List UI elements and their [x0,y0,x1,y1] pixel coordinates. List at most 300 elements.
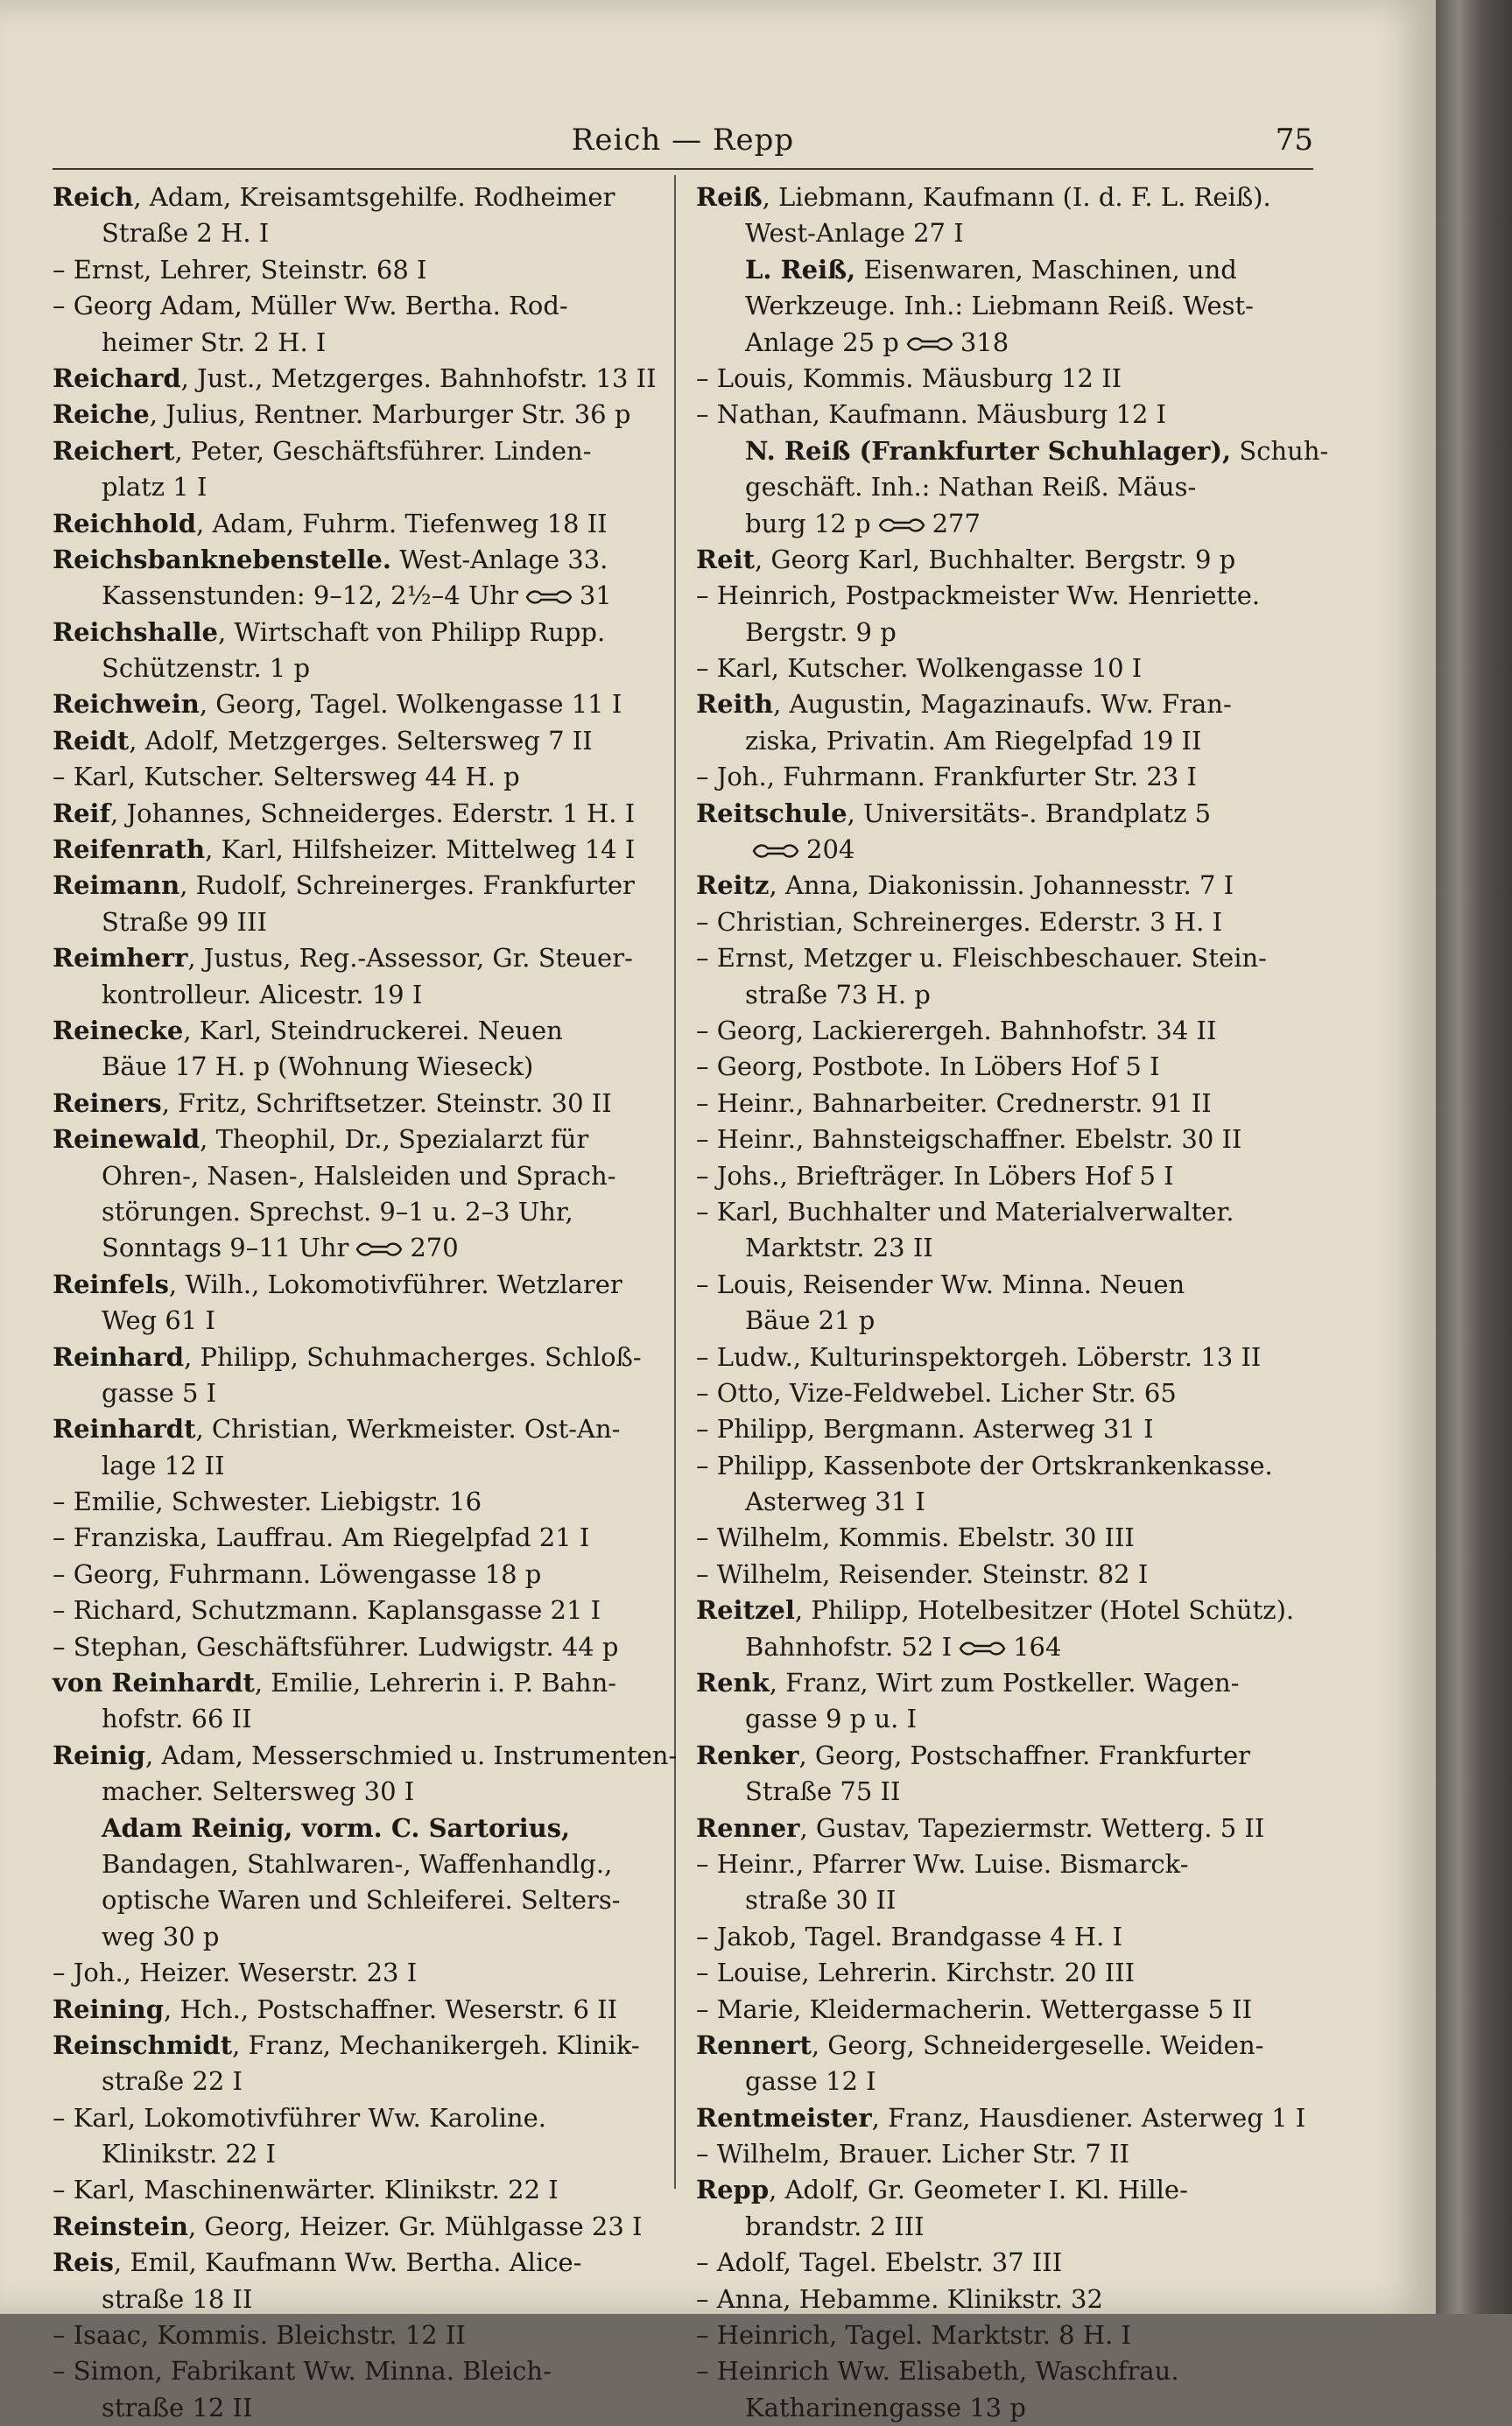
directory-line [53,397,658,432]
directory-line [53,1484,658,1520]
entry-text: – Joh., Fuhrmann. Frankfurter Str. 23 I [696,762,1197,792]
entry-text: – Jakob, Tagel. Brandgasse 4 H. I [696,1921,1123,1951]
directory-line [696,2100,1318,2136]
directory-line [53,686,658,722]
entry-text: – Joh., Heizer. Weserstr. 23 I [53,1958,418,1988]
entry-name: Reimann [53,870,180,901]
directory-line [696,1520,1318,1556]
entry-name: Reiß [696,182,763,212]
entry-text: , Adam, Messerschmied u. Instrumenten- [144,1740,678,1770]
entry-text: , Philipp, Hotelbesitzer (Hotel Schütz). [794,1595,1295,1626]
entry-text: , Wirtschaft von Philipp Rupp. [218,616,606,647]
entry-text: Kassenstunden: 9–12, 2½–4 Uhr [102,580,518,611]
telephone-icon [750,843,801,859]
directory-line [696,1049,1318,1085]
entry-text: , Just., Metzgerges. Bahnhofstr. 13 II [180,362,657,393]
entry-text: – Wilhelm, Brauer. Licher Str. 7 II [696,2139,1129,2169]
directory-line [696,2172,1318,2208]
directory-line [53,1701,658,1737]
entry-name: Reitzel [696,1595,795,1626]
directory-line [53,904,658,940]
entry-text: , Liebmann, Kaufmann (I. d. F. L. Reiß). [762,182,1271,212]
right-column [696,179,1329,2426]
directory-line [696,215,1318,251]
phone-number: 31 [579,580,612,611]
telephone-icon [957,1641,1008,1656]
telephone-icon [876,517,927,533]
entry-text: gasse 9 p u. I [745,1704,918,1734]
entry-text: störungen. Sprechst. 9–1 u. 2–3 Uhr, [102,1196,573,1227]
entry-text: , Georg Karl, Buchhalter. Bergstr. 9 p [754,544,1236,574]
entry-text: gasse 12 I [745,2066,876,2097]
directory-line [696,325,1318,361]
entry-text: – Philipp, Bergmann. Asterweg 31 I [696,1414,1154,1445]
entry-text: – Ernst, Lehrer, Steinstr. 68 I [53,254,427,285]
entry-text: , Adam, Fuhrm. Tiefenweg 18 II [196,508,608,538]
directory-line [53,542,658,578]
entry-name: Renner [696,1812,800,1843]
entry-text: , Christian, Werkmeister. Ost-An- [195,1414,621,1445]
entry-text: , Franz, Wirt zum Postkeller. Wagen- [769,1668,1240,1698]
entry-text: – Louise, Lehrerin. Kirchstr. 20 III [696,1958,1136,1988]
entry-name: Reinschmidt [53,2029,233,2060]
entry-text: Straße 2 H. I [102,218,270,249]
entry-text: , Franz, Mechanikergeh. Klinik- [232,2029,640,2060]
entry-text: Straße 75 II [745,1776,901,1807]
directory-line [53,1520,658,1556]
directory-line [696,2353,1318,2389]
directory-line [696,1375,1318,1411]
entry-text: , Universitäts-. Brandplatz 5 [847,798,1212,828]
directory-line [696,1738,1318,1774]
entry-name: Rennert [696,2029,812,2060]
entry-text: – Georg, Fuhrmann. Löwengasse 18 p [53,1558,542,1589]
directory-line [696,615,1318,650]
entry-text: straße 22 I [102,2066,243,2097]
directory-line [696,904,1318,940]
entry-name: Reit [696,544,755,574]
column-divider [674,175,676,2189]
directory-line [53,2353,658,2389]
entry-text: , Peter, Geschäftsführer. Linden- [174,435,592,466]
directory-line [53,2136,658,2172]
directory-line [53,2028,658,2064]
directory-line [696,2317,1318,2353]
directory-line [53,1303,658,1339]
directory-line [696,2064,1318,2099]
directory-line [53,252,658,288]
directory-line [696,977,1318,1013]
directory-line [696,723,1318,759]
directory-line [696,868,1318,904]
directory-line [53,1557,658,1593]
entry-text: Bahnhofstr. 52 I [745,1631,953,1662]
directory-line [696,1919,1318,1955]
entry-text: Sonntags 9–11 Uhr [102,1233,349,1263]
entry-text: – Karl, Buchhalter und Materialverwalter. [696,1196,1234,1227]
entry-name: L. Reiß, [745,254,856,285]
directory-line [696,1629,1318,1665]
entry-text: , Philipp, Schuhmacherges. Schloß- [184,1341,642,1372]
entry-text: – Heinr., Bahnsteigschaffner. Ebelstr. 30 II [696,1124,1242,1155]
directory-line [696,397,1318,432]
entry-text: – Philipp, Kassenbote der Ortskrankenkasse. [696,1450,1273,1480]
directory-line [53,325,658,361]
entry-text: straße 12 II [102,2392,253,2422]
directory-line [53,1340,658,1375]
directory-line [696,1340,1318,1375]
entry-name: Reichshalle [53,616,218,647]
entry-text: – Georg, Lackierergeh. Bahnhofstr. 34 II [696,1015,1217,1045]
directory-line [53,977,658,1013]
entry-text: – Emilie, Schwester. Liebigstr. 16 [53,1487,482,1517]
directory-line [696,1557,1318,1593]
directory-line [53,1955,658,1991]
entry-text: burg 12 p [745,508,871,538]
entry-text: Bäue 17 H. p (Wohnung Wieseck) [102,1051,534,1082]
telephone-icon [524,589,574,605]
phone-number: 270 [410,1233,459,1263]
directory-line [696,288,1318,324]
entry-text: Straße 99 III [102,906,267,937]
entry-text: West-Anlage 33. [390,544,608,574]
directory-line [53,1919,658,1955]
entry-text: – Georg, Postbote. In Löbers Hof 5 I [696,1051,1160,1082]
directory-line [53,1158,658,1194]
entry-text: – Ludw., Kulturinspektorgeh. Löberstr. 13 II [696,1341,1262,1372]
entry-name: Rentmeister [696,2102,872,2133]
entry-name: Reis [53,2247,114,2278]
entry-text: Schützenstr. 1 p [102,653,311,684]
entry-text: – Christian, Schreinerges. Ederstr. 3 H. I [696,906,1223,937]
entry-text: , Emilie, Lehrerin i. P. Bahn- [254,1668,617,1698]
directory-line [53,1049,658,1085]
entry-name: Renk [696,1668,770,1698]
directory-line [696,578,1318,614]
directory-line [53,1811,658,1846]
directory-line [53,796,658,832]
entry-text: – Wilhelm, Reisender. Steinstr. 82 I [696,1558,1149,1589]
phone-number: 164 [1013,1631,1062,1662]
entry-text: Bandagen, Stahlwaren-, Waffenhandlg., [102,1848,613,1879]
entry-name: Reinhard [53,1341,185,1372]
entry-name: Reinfels [53,1269,169,1299]
directory-line [53,615,658,650]
directory-line [696,2245,1318,2281]
entry-name: Reinstein [53,2211,188,2241]
directory-line [53,1882,658,1918]
entry-text: ziska, Privatin. Am Riegelpfad 19 II [745,725,1202,756]
directory-line [696,1955,1318,1991]
telephone-icon [904,336,955,352]
entry-text: Katharinengasse 13 p [745,2392,1026,2422]
directory-line [53,1013,658,1049]
directory-line [53,1086,658,1122]
directory-line [696,1484,1318,1520]
entry-name: Reichwein [53,689,200,720]
directory-line [53,2209,658,2245]
directory-line [53,723,658,759]
entry-text: – Heinr., Bahnarbeiter. Crednerstr. 91 II [696,1087,1212,1118]
entry-text: , Anna, Diakonissin. Johannesstr. 7 I [769,870,1234,901]
entry-text: straße 18 II [102,2283,253,2314]
directory-line [696,1448,1318,1484]
directory-line [53,433,658,469]
entry-text: , Georg, Heizer. Gr. Mühlgasse 23 I [187,2211,643,2241]
directory-line [696,2390,1318,2426]
directory-line [696,1701,1318,1737]
directory-line [53,1846,658,1882]
entry-text: – Marie, Kleidermacherin. Wettergasse 5 II [696,1994,1253,2024]
entry-text: West-Anlage 27 I [745,218,964,249]
entry-text: – Louis, Kommis. Mäusburg 12 II [696,362,1122,393]
directory-line [696,469,1318,505]
entry-text: – Heinr., Pfarrer Ww. Luise. Bismarck- [696,1848,1189,1879]
directory-line [53,1593,658,1628]
directory-line [696,506,1318,542]
directory-line [696,1122,1318,1157]
entry-text: , Julius, Rentner. Marburger Str. 36 p [149,399,631,430]
entry-text: brandstr. 2 III [745,2211,925,2241]
directory-line [696,1158,1318,1194]
directory-line [53,759,658,795]
entry-text: , Adam, Kreisamtsgehilfe. Rodheimer [133,182,615,212]
directory-line [53,1230,658,1266]
directory-line [696,1593,1318,1628]
directory-line [696,542,1318,578]
directory-line [53,1375,658,1411]
directory-line [696,1267,1318,1303]
directory-line [53,1448,658,1484]
entry-text: geschäft. Inh.: Nathan Reiß. Mäus- [745,472,1197,503]
entry-text: – Karl, Kutscher. Wolkengasse 10 I [696,653,1143,684]
entry-text: lage 12 II [102,1450,225,1480]
entry-text: – Stephan, Geschäftsführer. Ludwigstr. 44 p [53,1631,619,1662]
entry-text: hofstr. 66 II [102,1704,252,1734]
entry-text: gasse 5 I [102,1377,217,1408]
entry-name: Reinhardt [53,1414,196,1445]
entry-name: Reif [53,798,111,828]
entry-text: , Fritz, Schriftsetzer. Steinstr. 30 II [161,1087,612,1118]
page-header [53,123,1313,166]
directory-line [696,1846,1318,1882]
directory-line [696,686,1318,722]
directory-line [696,1194,1318,1230]
directory-line [696,759,1318,795]
entry-name: Reidt [53,725,130,756]
entry-text: – Karl, Lokomotivführer Ww. Karoline. [53,2102,546,2133]
entry-text: Bergstr. 9 p [745,616,897,647]
directory-line [53,1738,678,1774]
directory-line [696,2282,1318,2317]
entry-name: Reimherr [53,943,188,974]
directory-line [696,2028,1318,2064]
entry-text: – Georg Adam, Müller Ww. Bertha. Rod- [53,291,568,321]
entry-text: , Adolf, Metzgerges. Seltersweg 7 II [129,725,593,756]
directory-line [53,1629,658,1665]
entry-text: Bäue 21 p [745,1305,876,1336]
directory-line [696,1086,1318,1122]
entry-text: – Ernst, Metzger u. Fleischbeschauer. Stein- [696,943,1267,974]
entry-text: – Franziska, Lauffrau. Am Riegelpfad 21 I [53,1522,590,1553]
entry-text: , Franz, Hausdiener. Asterweg 1 I [871,2102,1306,2133]
entry-name: Reifenrath [53,834,206,865]
header-rule [53,168,1313,170]
entry-text: , Justus, Reg.-Assessor, Gr. Steuer- [187,943,633,974]
entry-name: Reichsbanknebenstelle. [53,544,391,574]
entry-name: N. Reiß (Frankfurter Schuhlager), [745,435,1232,466]
entry-name: Reichert [53,435,175,466]
directory-line [696,1992,1318,2028]
directory-line [696,832,1318,868]
entry-name: Renker [696,1740,799,1770]
entry-text: platz 1 I [102,472,207,503]
directory-line [53,1267,658,1303]
book-spine [1436,0,1512,2314]
entry-text: optische Waren und Schleiferei. Selters- [102,1885,621,1916]
directory-line [53,2064,658,2099]
directory-line [696,433,1329,469]
phone-number: 318 [960,327,1009,357]
entry-text: – Anna, Hebamme. Klinikstr. 32 [696,2283,1103,2314]
directory-line [696,1882,1318,1918]
entry-text: , Georg, Schneidergeselle. Weiden- [811,2029,1264,2060]
entry-name: Reinig [53,1740,145,1770]
entry-text: – Karl, Kutscher. Seltersweg 44 H. p [53,762,520,792]
directory-line [53,1411,658,1447]
entry-text: , Adolf, Gr. Geometer I. Kl. Hille- [769,2175,1188,2205]
directory-line [696,796,1318,832]
directory-line [53,1774,658,1810]
directory-line [53,288,658,324]
directory-line [696,650,1318,686]
entry-name: Reiche [53,399,150,430]
directory-line [696,940,1318,976]
directory-line [53,832,658,868]
entry-name: Reinewald [53,1124,200,1155]
directory-line [53,2317,658,2353]
directory-line [696,179,1318,215]
running-head: Reich — Repp [571,123,795,158]
directory-line [53,1992,658,2028]
entry-text: , Augustin, Magazinaufs. Ww. Fran- [773,689,1232,720]
entry-name: Reitz [696,870,770,901]
entry-text: heimer Str. 2 H. I [102,327,327,357]
entry-text: Anlage 25 p [745,327,899,357]
entry-name: Reitschule [696,798,847,828]
entry-text: Werkzeuge. Inh.: Liebmann Reiß. West- [745,291,1254,321]
directory-line [53,361,658,397]
directory-line [696,2136,1318,2172]
directory-line [696,1230,1318,1266]
entry-text: , Emil, Kaufmann Ww. Bertha. Alice- [113,2247,582,2278]
directory-line [696,361,1318,397]
directory-line [696,1665,1318,1701]
entry-name: Reiners [53,1087,162,1118]
entry-text: , Karl, Steindruckerei. Neuen [183,1015,563,1045]
entry-name: Reith [696,689,774,720]
entry-text: , Rudolf, Schreinerges. Frankfurter [179,870,635,901]
phone-number: 277 [932,508,981,538]
left-column [53,179,678,2426]
directory-line [53,1122,658,1157]
entry-text: , Theophil, Dr., Spezialarzt für [200,1124,589,1155]
entry-text: – Simon, Fabrikant Ww. Minna. Bleich- [53,2356,552,2387]
entry-text: weg 30 p [102,1921,220,1951]
directory-line [696,1811,1318,1846]
directory-line [53,2282,658,2317]
entry-name: Reining [53,1994,165,2024]
directory-line [696,1303,1318,1339]
entry-name: Reichard [53,362,181,393]
entry-text: Ohren-, Nasen-, Halsleiden und Sprach- [102,1160,616,1191]
entry-text: – Heinrich, Postpackmeister Ww. Henriette. [696,580,1261,611]
entry-text: , Johannes, Schneiderges. Ederstr. 1 H. I [110,798,636,828]
entry-text: , Wilh., Lokomotivführer. Wetzlarer [168,1269,622,1299]
entry-text: Weg 61 I [102,1305,215,1336]
entry-text: Eisenwaren, Maschinen, und [855,254,1237,285]
directory-line [53,650,658,686]
directory-line [53,215,658,251]
entry-text: – Richard, Schutzmann. Kaplansgasse 21 I [53,1595,601,1626]
entry-text: Klinikstr. 22 I [102,2139,276,2169]
entry-text: , Gustav, Tapeziermstr. Wetterg. 5 II [799,1812,1265,1843]
entry-text: Asterweg 31 I [745,1487,925,1517]
directory-line [53,940,658,976]
entry-text: straße 30 II [745,1885,897,1916]
page-number: 75 [1275,123,1313,158]
entry-text: – Johs., Briefträger. In Löbers Hof 5 I [696,1160,1174,1191]
entry-name: Repp [696,2175,770,2205]
entry-text: – Nathan, Kaufmann. Mäusburg 12 I [696,399,1167,430]
directory-line [53,469,658,505]
directory-line [696,2209,1318,2245]
entry-text: macher. Seltersweg 30 I [102,1776,415,1807]
directory-line [53,2390,658,2426]
entry-text: , Georg, Postschaffner. Frankfurter [798,1740,1251,1770]
directory-line [53,578,658,614]
directory-line [53,2100,658,2136]
entry-text: – Adolf, Tagel. Ebelstr. 37 III [696,2247,1063,2278]
entry-text: Schuh- [1231,435,1329,466]
entry-text: , Georg, Tagel. Wolkengasse 11 I [199,689,622,720]
entry-text: – Heinrich, Tagel. Marktstr. 8 H. I [696,2320,1132,2351]
directory-line [53,2245,658,2281]
directory-line [696,1013,1318,1049]
entry-text: Marktstr. 23 II [745,1233,933,1263]
entry-text: – Heinrich Ww. Elisabeth, Waschfrau. [696,2356,1179,2387]
entry-name: Reinecke [53,1015,184,1045]
directory-line [696,252,1318,288]
entry-name: von Reinhardt [53,1668,255,1698]
directory-line [53,1665,658,1701]
directory-line [53,179,658,215]
entry-text: – Karl, Maschinenwärter. Klinikstr. 22 I [53,2175,559,2205]
entry-name: Reich [53,182,134,212]
directory-line [53,1194,658,1230]
entry-text: – Louis, Reisender Ww. Minna. Neuen [696,1269,1185,1299]
entry-text: kontrolleur. Alicestr. 19 I [102,979,423,1009]
directory-line [53,506,658,542]
directory-line [53,2172,658,2208]
telephone-icon [354,1241,404,1257]
directory-line [53,868,658,904]
phone-number: 204 [806,834,855,865]
entry-name: Adam Reinig, vorm. C. Sartorius, [102,1812,571,1843]
entry-text: – Wilhelm, Kommis. Ebelstr. 30 III [696,1522,1135,1553]
entry-name: Reichhold [53,508,197,538]
entry-text: – Otto, Vize-Feldwebel. Licher Str. 65 [696,1377,1177,1408]
